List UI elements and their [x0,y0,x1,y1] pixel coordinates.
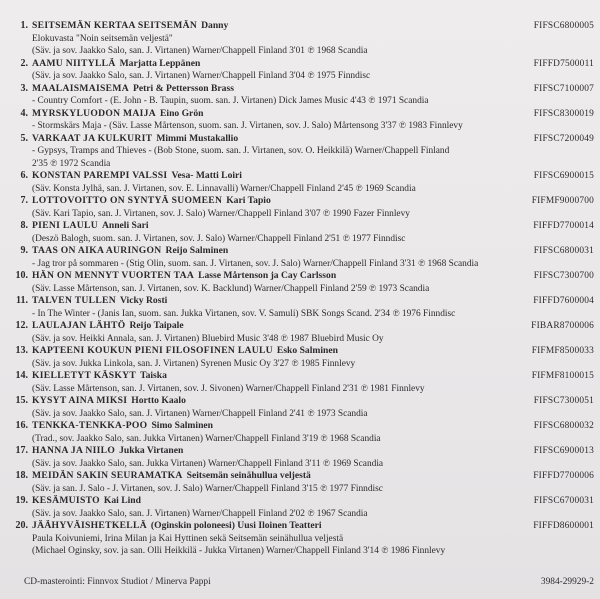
track-artist: Seitsemän seinähullua veljestä [186,470,311,481]
track-artist: (Oginskin poloneesi) Uusi Iloinen Teatteri [150,520,322,531]
track-artist: Vicky Rosti [119,295,168,306]
track-artist: Reijo Taipale [129,320,184,331]
track-title: JÄÄHYVÄISHETKELLÄ [32,520,147,531]
track-title: PIENI LAULU [32,220,98,231]
track-artist: Reijo Salminen [165,245,229,256]
isrc-code: FIFMF8100015 [531,371,594,381]
track-header [8,470,594,483]
track-credits: (Michael Oginsky, sov. ja san. Olli Heikkilä - Jukka Virtanen) Warner/Chappell Finland 3'14 ℗ 1986 Finnlevy [32,546,446,556]
track-header [8,495,594,508]
track-title-line [32,470,311,483]
track-number: 3. [20,82,28,94]
track-credits: (Deszö Balogh, suom. san. J. Virtanen, sov. J. Salo) Warner/Chappell Finland 2'51 ℗ 1977 Finndisc [32,233,406,244]
track-header [8,58,594,71]
track-entry [8,345,594,370]
track-title: KYSYT AINA MIKSI [32,395,128,406]
track-title-line [32,520,322,533]
track-header [8,270,594,283]
isrc-code: FIFMF9000700 [531,196,594,206]
catalog-number: 3984-29929-2 [540,577,594,587]
track-title: TENKKA-TENKKA-POO [32,420,148,431]
track-title-line [32,295,167,308]
track-number: 1. [20,20,28,31]
isrc-code: FIFFD7500011 [533,58,594,69]
track-entry [8,20,594,58]
track-credits: - Country Comfort - (E. John - B. Taupin, suom. san. J. Virtanen) Dick James Music 4'43 ℗ 1971 Scandia [32,96,429,106]
track-number: 7. [20,195,28,206]
track-entry [8,58,594,83]
track-credits: (Säv. ja sov. Heikki Annala, san. J. Virtanen) Bluebird Music 3'48 ℗ 1987 Bluebird Music Oy [32,333,384,344]
track-entry [8,295,594,320]
track-title: SEITSEMÄN KERTAA SEITSEMÄN [32,20,198,31]
track-number: 8. [20,220,28,231]
track-number: 16. [15,420,28,431]
track-title-line [32,495,141,508]
track-title-line [32,320,184,333]
track-entry [8,445,594,470]
track-header [8,320,594,333]
track-list [8,20,594,558]
track-artist: Esko Salminen [276,345,338,356]
track-credits: (Trad., sov. Jaakko Salo, san. Jukka Virtanen) Warner/Chappell Finland 3'19 ℗ 1968 Scandia [32,433,381,444]
track-title-line [32,20,228,33]
track-number: 11. [16,295,28,306]
track-artist: Kai Lind [103,495,141,506]
track-number: 10. [15,270,28,281]
isrc-code: FIFSC7200049 [533,133,594,144]
track-entry [8,395,594,420]
track-number: 5. [20,132,28,144]
track-title-line [32,83,234,96]
track-credits: Paula Koivuniemi, Irina Milan ja Kai Hyttinen sekä Seitsemän seinähullua veljestä [32,533,344,544]
isrc-code: FIFSC6800032 [533,421,594,431]
track-entry [8,420,594,445]
track-title-line [32,270,336,283]
track-credits: (Säv. ja sov. Jaakko Salo, san. J. Virtanen) Warner/Chappell Finland 2'02 ℗ 1967 Scandia [32,508,368,519]
track-title-line [32,420,213,433]
track-entry [8,133,594,171]
track-header [8,295,594,308]
track-credits: - Gypsys, Tramps and Thieves - (Bob Stone, suom. san. J. Virtanen, sov. O. Heikkilä) Warner/Chappell Finland [32,146,450,156]
track-title-line [32,170,242,183]
track-title-line [32,108,203,121]
track-title-line [32,133,238,146]
track-header [8,83,594,96]
track-credits: (Säv. Lasse Mårtenson, san. J. Virtanen, sov. K. Backlund) Warner/Chappell Finland 2'59 ℗ 1973 Scandia [32,283,430,294]
isrc-code: FIFFD7700006 [533,471,594,481]
track-header [8,220,594,233]
track-entry [8,370,594,395]
track-header [8,370,594,383]
track-title-line [32,345,338,358]
track-title: HANNA JA NIILO [32,445,116,456]
track-credits: - Stormskärs Maja - (Säv. Lasse Mårtenson, suom. san. J. Virtanen, sov. J. Salo) Mårtensong 3'37 ℗ 1983 Finnlevy [32,121,463,131]
track-entry [8,83,594,108]
isrc-code: FIFSC8300019 [533,108,594,119]
track-header [8,345,594,358]
track-credits: (Säv. ja sov. Jaakko Salo, san. J. Virtanen) Warner/Chappell Finland 3'04 ℗ 1975 Finndisc [32,71,371,81]
track-header [8,395,594,408]
track-number: 2. [20,57,28,69]
track-title-line [32,220,149,233]
isrc-code: FIFSC7300051 [533,396,594,406]
track-credits: (Säv. ja sov. Jaakko Salo, san. J. Virtanen) Warner/Chappell Finland 2'41 ℗ 1973 Scandia [32,408,368,419]
footer [24,577,600,587]
track-title: MEIDÄN SAKIN SEURAMATKA [32,470,183,481]
track-entry [8,520,594,558]
track-number: 12. [15,320,28,331]
isrc-code: FIFSC6800005 [533,21,594,31]
track-artist: Hortto Kaalo [131,395,186,406]
track-header [8,108,594,121]
track-title-line [32,395,186,408]
track-title: VARKAAT JA KULKURIT [32,132,153,144]
track-credits: 2'35 ℗ 1972 Scandia [32,158,111,169]
track-title: LAULAJAN LÄHTÖ [32,320,126,331]
track-title-line [32,195,271,208]
isrc-code: FIFSC6700031 [533,496,594,506]
track-title: KONSTAN PAREMPI VALSSI [32,170,168,181]
track-artist: Danny [201,20,229,31]
track-title: TAAS ON AIKA AURINGON [32,245,162,256]
track-artist: Lasse Mårtenson ja Cay Carlsson [198,270,337,281]
track-title: AAMU NIITYLLÄ [32,57,116,69]
track-credits: - Jag tror på sommaren - (Stig Olin, suom. san. J. Virtanen, sov. J. Salo) Warner/Chappell Finland 3'31 ℗ 1968 Scandia [32,258,479,269]
track-title-line [32,58,200,71]
track-title: HÄN ON MENNYT VUORTEN TAA [32,270,195,281]
isrc-code: FIFSC6900015 [533,171,594,181]
track-artist: Petri & Pettersson Brass [132,82,234,94]
track-credits: - In The Winter - (Janis Ian, suom. san. Jukka Virtanen, sov. V. Samuli) SBK Songs Scand. 2'34 ℗ 1976 Finndisc [32,308,456,319]
track-artist: Jukka Virtanen [119,445,184,456]
isrc-code: FIFSC7100007 [533,83,594,94]
track-title: KAPTEENI KOUKUN PIENI FILOSOFINEN LAULU [32,345,273,356]
track-entry [8,220,594,245]
isrc-code: FIFFD7700014 [533,221,594,231]
track-number: 20. [15,520,28,531]
track-artist: Anneli Sari [101,220,149,231]
track-header [8,20,594,33]
track-entry [8,495,594,520]
track-credits: (Säv. ja sov. Jaakko Salo, san. Jukka Virtanen) Warner/Chappell Finland 3'11 ℗ 1969 Scandia [32,458,384,469]
track-entry [8,170,594,195]
track-number: 14. [15,370,28,381]
isrc-code: FIBAR8700006 [531,321,594,331]
isrc-code: FIFFD8600001 [533,521,594,531]
track-entry [8,108,594,133]
track-entry [8,470,594,495]
track-title: LOTTOVOITTO ON SYNTYÄ SUOMEEN [32,195,223,206]
track-credits: Elokuvasta "Noin seitsemän veljestä" [32,33,173,44]
track-header [8,133,594,146]
track-artist: Simo Salminen [151,420,214,431]
track-credits: (Säv. ja san. J. Salo - J. Virtanen, sov. J. Salo) Warner/Chappell Finland 3'15 ℗ 1977 Finndisc [32,483,383,494]
isrc-code: FIFSC7300700 [533,271,594,281]
track-number: 18. [15,470,28,481]
track-credits: (Säv. ja sov. Jaakko Salo, san. J. Virtanen) Warner/Chappell Finland 3'01 ℗ 1968 Scandia [32,46,368,56]
track-number: 13. [15,345,28,356]
isrc-code: FIFSC6900013 [533,446,594,456]
track-artist: Mimmi Mustakallio [156,132,239,144]
track-header [8,170,594,183]
track-header [8,245,594,258]
track-title: MYRSKYLUODON MAIJA [32,107,156,119]
track-artist: Taiska [140,370,167,381]
mastering-credit: CD-masterointi: Finnvox Studiot / Minerva Pappi [24,577,211,587]
track-title: KESÄMUISTO [32,495,100,506]
track-entry [8,320,594,345]
track-title: TALVEN TULLEN [32,295,116,306]
track-header [8,520,594,533]
track-title: MAALAISMAISEMA [32,82,129,94]
track-artist: Eino Grön [160,107,204,119]
track-credits: (Säv. Konsta Jylhä, san. J. Virtanen, sov. E. Linnavalli) Warner/Chappell Finland 2'45 ℗ 1969 Scandia [32,183,416,194]
track-artist: Vesa- Matti Loiri [171,170,242,181]
track-header [8,195,594,208]
track-number: 6. [20,170,28,181]
isrc-code: FIFMF8500033 [531,346,594,356]
track-number: 15. [15,395,28,406]
track-credits: (Säv. ja sov. Jukka Linkola, san. J. Virtanen) Syrenen Music Oy 3'27 ℗ 1985 Finnlevy [32,358,356,369]
isrc-code: FIFFD7600004 [533,296,594,306]
track-number: 19. [15,495,28,506]
isrc-code: FIFSC6800031 [533,246,594,256]
track-entry [8,270,594,295]
track-title-line [32,245,228,258]
track-title: KIELLETYT KÄSKYT [32,370,137,381]
track-entry [8,195,594,220]
track-credits: (Säv. Lasse Mårtenson, san. J. Virtanen, sov. J. Sivonen) Warner/Chappell Finland 2'31 ℗ 1981 Finnlevy [32,383,425,394]
track-credits: (Säv. Kari Tapio, san. J. Virtanen, sov. J. Salo) Warner/Chappell Finland 3'07 ℗ 1990 Fazer Finnlevy [32,208,410,219]
track-title-line [32,370,167,383]
track-number: 17. [15,445,28,456]
track-header [8,420,594,433]
track-title-line [32,445,183,458]
track-artist: Kari Tapio [226,195,271,206]
track-header [8,445,594,458]
track-artist: Marjatta Leppänen [119,57,201,69]
track-number: 9. [20,245,28,256]
track-entry [8,245,594,270]
track-number: 4. [20,107,28,119]
